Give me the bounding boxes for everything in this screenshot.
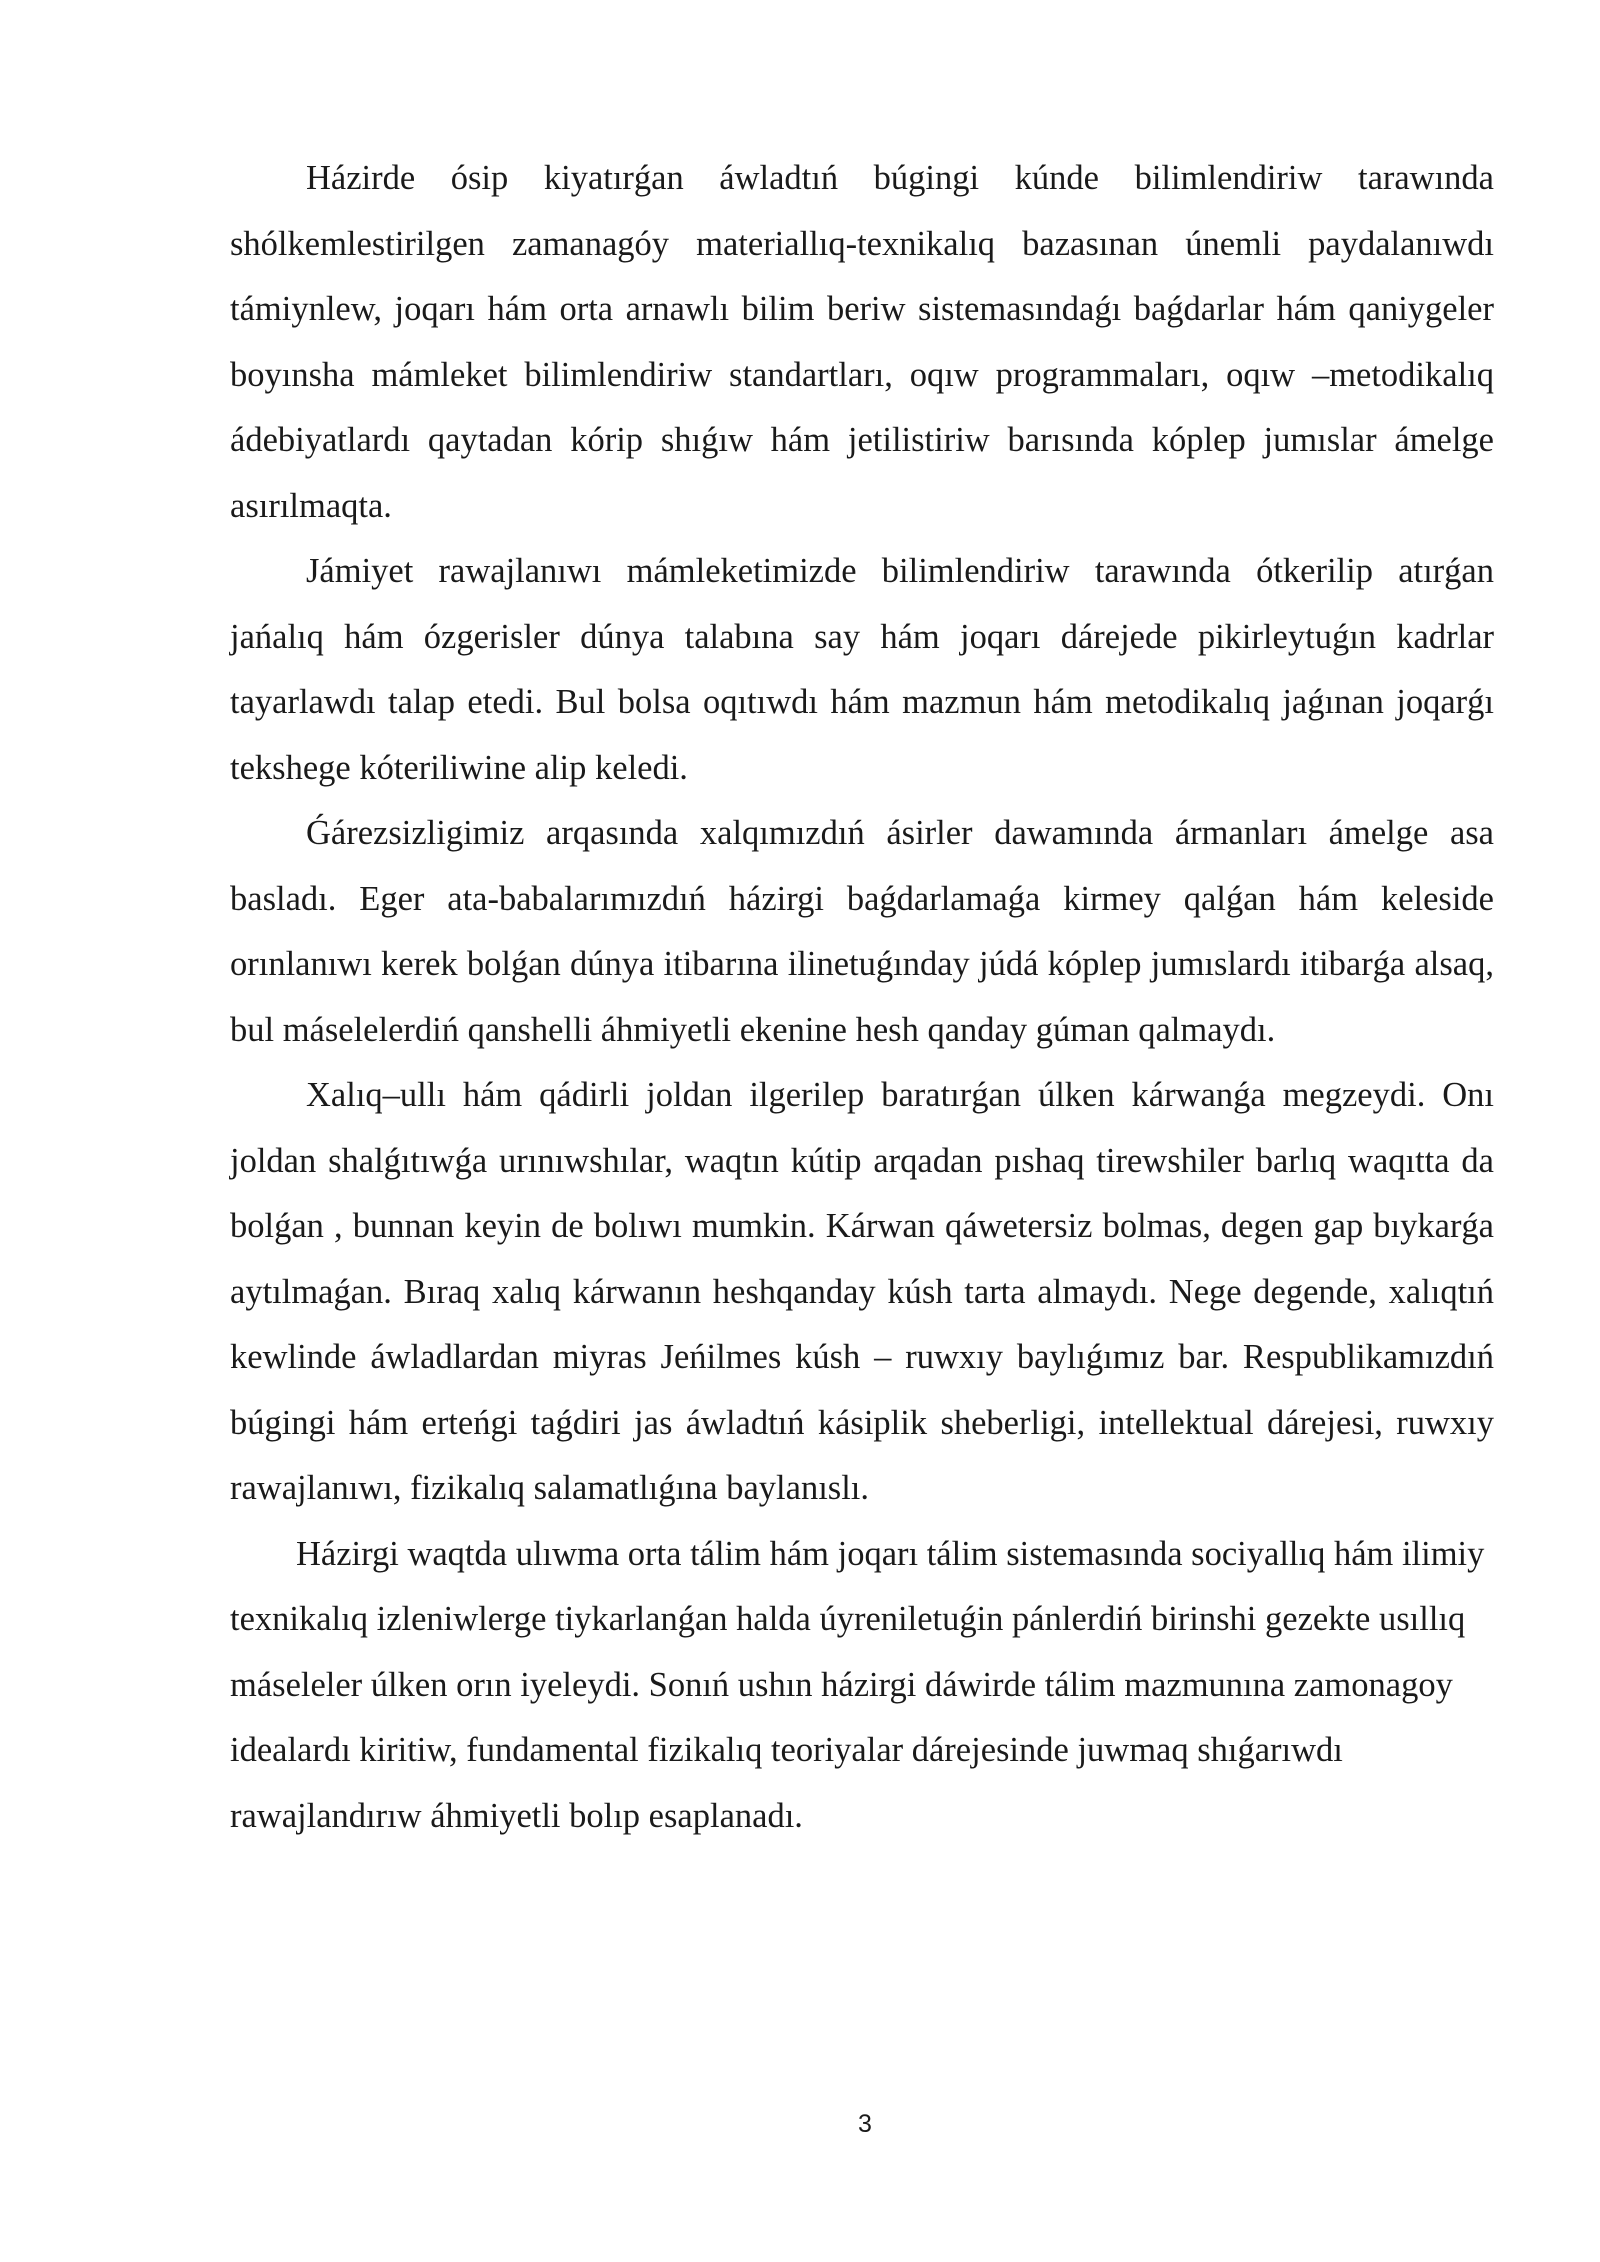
document-body — [230, 146, 1494, 1849]
paragraph-4: Xalıq–ullı hám qádirli joldan ilgerilep baratırǵan úlken kárwanǵa megzeydi. Onı joldan shalǵıtıwǵa urınıwshılar, waqtın kútip arqadan pıshaq tirewshiler barlıq waqıtta da bolǵan , bunnan keyin de bolıwı mumkin. Kárwan qáwetersiz bolmas, degen gap bıykarǵa aytılmaǵan. Bıraq xalıq kárwanın heshqanday kúsh tarta almaydı. Nege degende, xalıqtıń kewlinde áwladlardan miyras Jeńilmes kúsh – ruwxıy baylıǵımız bar. Respublikamızdıń búgingi hám erteńgi taǵdiri jas áwladtıń kásiplik sheberligi, intellektual dárejesi, ruwxıy rawajlanıwı, fizikalıq salamatlıǵına baylanıslı. — [230, 1076, 1494, 1507]
paragraph-3: Ǵárezsizligimiz arqasında xalqımızdıń ásirler dawamında ármanları ámelge asa basladı. Eger ata-babalarımızdıń házirgi baǵdarlamaǵa kirmey qalǵan hám keleside orınlanıwı kerek bolǵan dúnya itibarına ilinetuǵınday júdá kóplep jumıslardı itibarǵa alsaq, bul máselelerdiń qanshelli áhmiyetli ekenine hesh qanday gúman qalmaydı. — [230, 814, 1494, 1049]
page-number: 3 — [858, 2110, 872, 2138]
paragraph-2: Jámiyet rawajlanıwı mámleketimizde bilimlendiriw tarawında ótkerilip atırǵan jańalıq hám ózgerisler dúnya talabına say hám joqarı dárejede pikirleytuǵın kadrlar tayarlawdı talap etedi. Bul bolsa oqıtıwdı hám mazmun hám metodikalıq jaǵınan joqarǵı tekshege kóteriliwine alip keledi. — [230, 552, 1494, 787]
paragraph-5: Házirgi waqtda ulıwma orta tálim hám joqarı tálim sistemasında sociyallıq hám ilimiy texnikalıq izleniwlerge tiykarlanǵan halda úyreniletuǵin pánlerdiń birinshi gezekte usıllıq máseleler úlken orın iyeleydi. Sonıń ushın házirgi dáwirde tálim mazmunına zamonagoy idealardı kiritiw, fundamental fizikalıq teoriyalar dárejesinde juwmaq shıǵarıwdı rawajlandırıw áhmiyetli bolıp esaplanadı. — [230, 1534, 1485, 1835]
paragraph-1: Házirde ósip kiyatırǵan áwladtıń búgingi kúnde bilimlendiriw tarawında shólkemlestirilgen zamanagóy materiallıq-texnikalıq bazasınan únemli paydalanıwdı támiynlew, joqarı hám orta arnawlı bilim beriw sistemasındaǵı baǵdarlar hám qaniygeler boyınsha mámleket bilimlendiriw standartları, oqıw programmaları, oqıw –metodikalıq ádebiyatlardı qaytadan kórip shıǵıw hám jetilistiriw barısında kóplep jumıslar ámelge asırılmaqta. — [230, 159, 1494, 525]
